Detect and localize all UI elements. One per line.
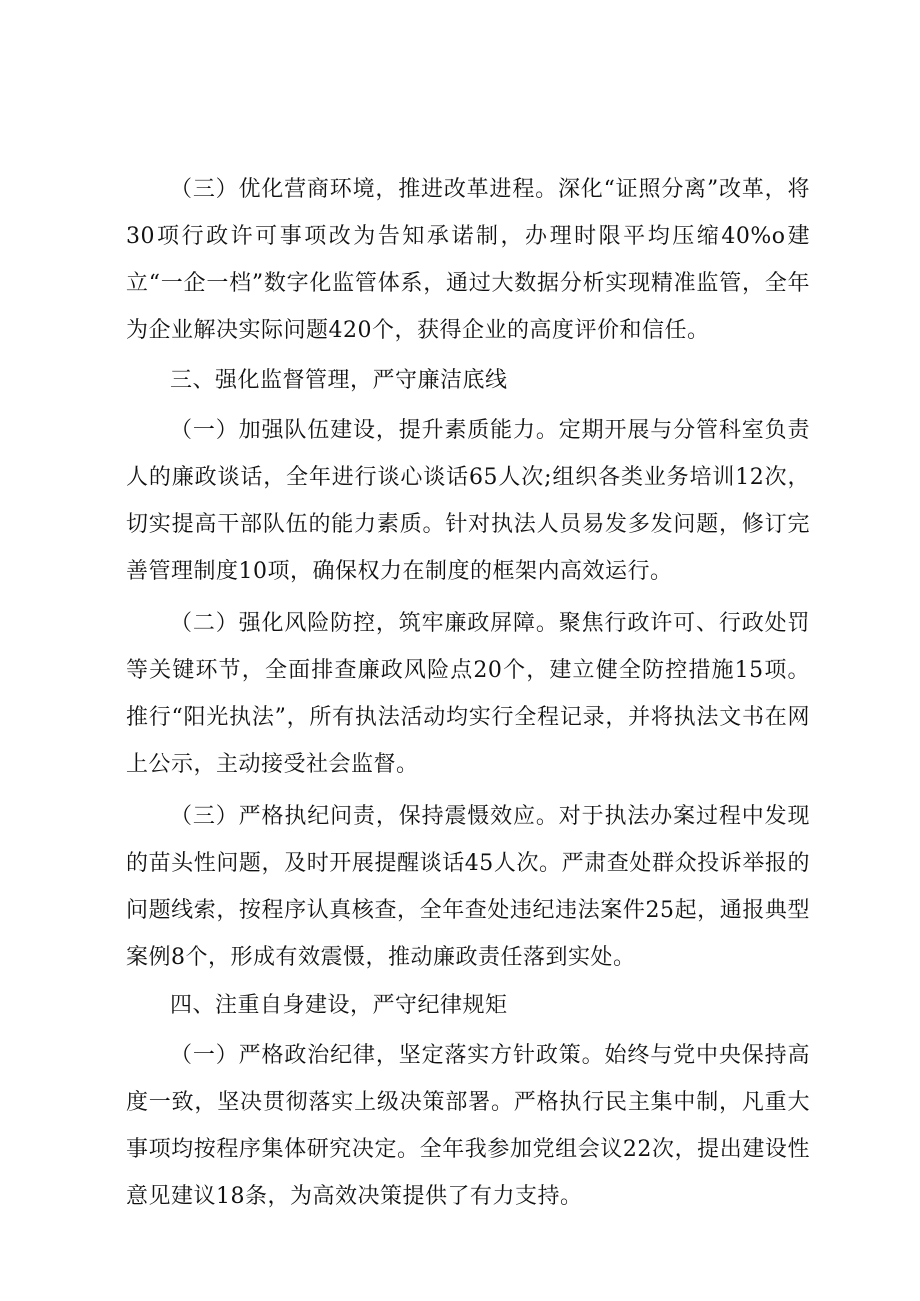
paragraph-team-building: （一）加强队伍建设，提升素质能力。定期开展与分管科室负责人的廉政谈话，全年进行谈心谈话65人次;组织各类业务培训12次，切实提高干部队伍的能力素质。针对执法人员易发多发问题，修订完善管理制度10项，确保权力在制度的框架内高效运行。 <box>126 418 810 584</box>
paragraph-optimize-business-environment: （三）优化营商环境，推进改革进程。深化“证照分离”改革，将30项行政许可事项改为告知承诺制，办理时限平均压缩40%o建立“一企一档”数字化监管体系，通过大数据分析实现精准监管，全年为企业解决实际问题420个，获得企业的高度评价和信任。 <box>126 177 810 343</box>
paragraph-discipline-accountability: （三）严格执纪问责，保持震慑效应。对于执法办案过程中发现的苗头性问题，及时开展提醒谈话45人次。严肃查处群众投诉举报的问题线索，按程序认真核查，全年查处违纪违法案件25起，通报典型案例8个，形成有效震慑，推动廉政责任落到实处。 <box>126 804 810 970</box>
document-body <box>126 166 810 1220</box>
paragraph-risk-prevention: （二）强化风险防控，筑牢廉政屏障。聚焦行政许可、行政处罚等关键环节，全面排查廉政风险点20个，建立健全防控措施15项。推行“阳光执法”，所有执法活动均实行全程记录，并将执法文书在网上公示，主动接受社会监督。 <box>126 611 810 777</box>
paragraph-political-discipline: （一）严格政治纪律，坚定落实方针政策。始终与党中央保持高度一致，坚决贯彻落实上级决策部署。严格执行民主集中制，凡重大事项均按程序集体研究决定。全年我参加党组会议22次，提出建设性意见建议18条，为高效决策提供了有力支持。 <box>126 1043 810 1209</box>
section-heading-supervision: 三、强化监督管理，严守廉洁底线 <box>170 368 508 393</box>
section-heading-self-construction: 四、注重自身建设，严守纪律规矩 <box>170 993 508 1018</box>
